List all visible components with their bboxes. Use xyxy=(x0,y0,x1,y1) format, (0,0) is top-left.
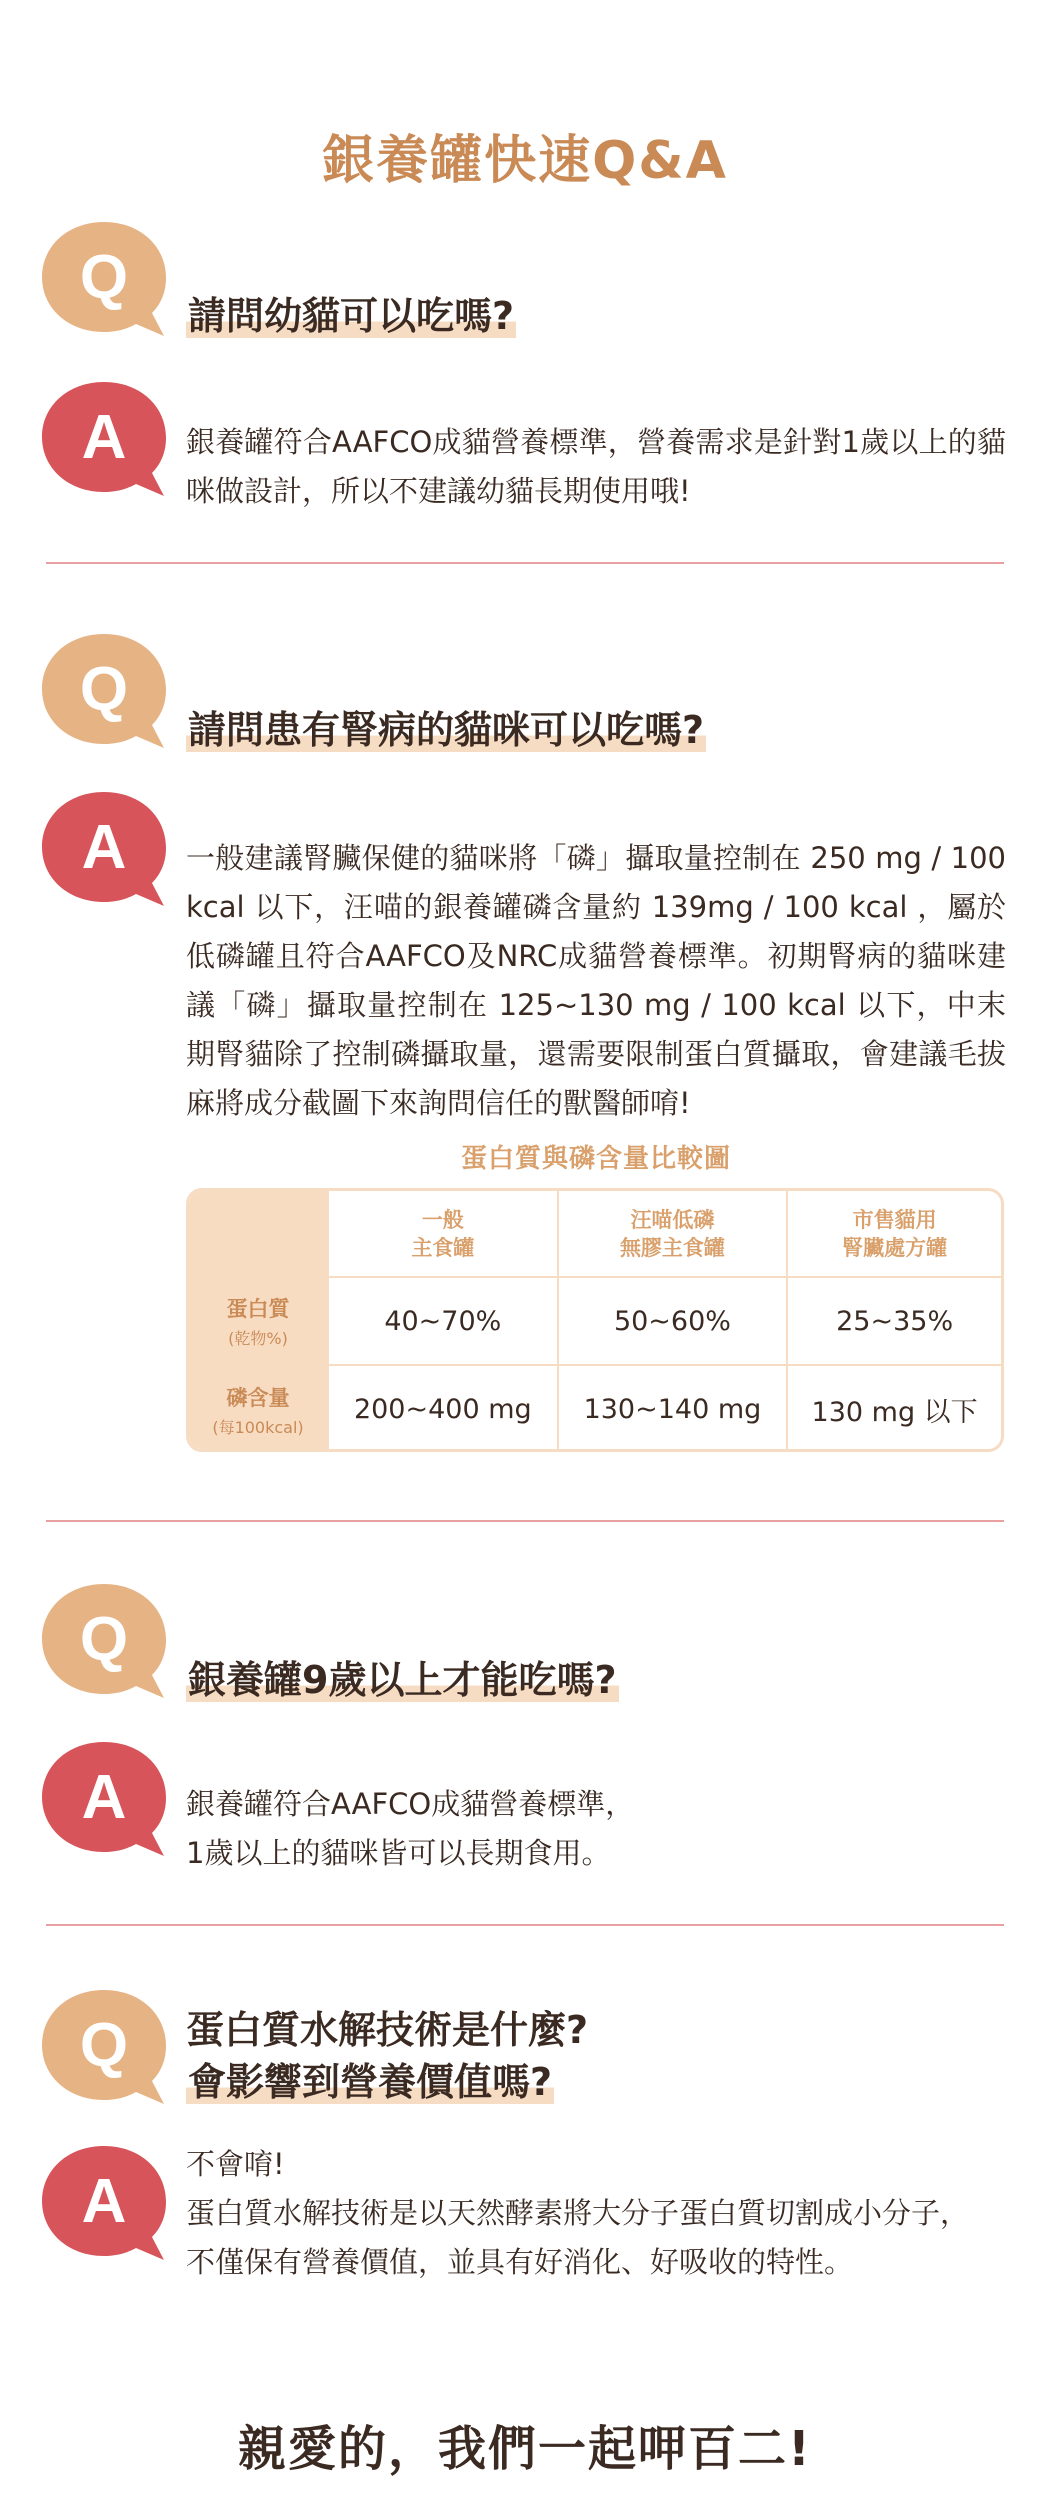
row-header: 蛋白質 (乾物%) xyxy=(189,1277,328,1365)
answer-4: 不會唷! 蛋白質水解技術是以天然酵素將大分子蛋白質切割成小分子， 不僅保有營養價值，並具有好消化、好吸收的特性。 xyxy=(186,2147,970,2279)
a-bubble-icon xyxy=(40,2144,170,2264)
question-3: 銀養罐9歲以上才能吃嗎? xyxy=(188,1658,617,1702)
svg-text:Q: Q xyxy=(79,1605,129,1674)
q-bubble-icon xyxy=(40,1582,170,1702)
svg-text:A: A xyxy=(81,1763,127,1832)
svg-text:A: A xyxy=(81,813,127,882)
answer-1: 銀養罐符合AAFCO成貓營養標準，營養需求是針對1歲以上的貓咪做設計，所以不建議幼貓長期使用哦! xyxy=(186,425,1006,508)
table-cell: 25~35% xyxy=(787,1277,1001,1365)
column-header: 市售貓用 腎臟處方罐 xyxy=(787,1191,1001,1277)
answer-3: 銀養罐符合AAFCO成貓營養標準， 1歲以上的貓咪皆可以長期食用。 xyxy=(186,1787,635,1870)
comparison-table xyxy=(186,1188,1004,1452)
q-bubble-icon xyxy=(40,1988,170,2108)
a-bubble-icon xyxy=(40,380,170,500)
table-cell: 200~400 mg xyxy=(328,1365,558,1452)
question-1: 請問幼貓可以吃嗎? xyxy=(188,294,515,338)
svg-text:Q: Q xyxy=(79,655,129,724)
table-cell: 130~140 mg xyxy=(558,1365,788,1452)
q-bubble-icon xyxy=(40,632,170,752)
table-cell: 40~70% xyxy=(328,1277,558,1365)
table-cell: 130 mg 以下 xyxy=(787,1365,1001,1452)
svg-text:A: A xyxy=(81,2167,127,2236)
answer-2: 一般建議腎臟保健的貓咪將「磷」攝取量控制在 250 mg / 100 kcal 以下，汪喵的銀養罐磷含量約 139mg / 100 kcal ，屬於低磷罐且符合AAFCO及NRC成貓營養標準。初期腎病的貓咪建議「磷」攝取量控制在 125~130 mg / 100 kcal 以下，中末期腎貓除了控制磷攝取量，還需要限制蛋白質攝取，會建議毛拔麻將成分截圖下來詢問信任的獸醫師唷! xyxy=(186,841,1006,1120)
question-2: 請問患有腎病的貓咪可以吃嗎? xyxy=(188,708,705,752)
a-bubble-icon xyxy=(40,1740,170,1860)
q-bubble-icon xyxy=(40,220,170,340)
closing-slogan: 親愛的，我們一起呷百二! xyxy=(238,2421,812,2477)
a-bubble-icon xyxy=(40,790,170,910)
divider xyxy=(46,1924,1004,1926)
table-cell: 50~60% xyxy=(558,1277,788,1365)
divider xyxy=(46,562,1004,564)
svg-text:Q: Q xyxy=(79,243,129,312)
table-title: 蛋白質與磷含量比較圖 xyxy=(460,1144,731,1174)
page-title: 銀養罐快速Q&A xyxy=(322,131,728,191)
svg-text:Q: Q xyxy=(79,2011,129,2080)
column-header: 汪喵低磷 無膠主食罐 xyxy=(558,1191,788,1277)
column-header: 一般 主食罐 xyxy=(328,1191,558,1277)
table-corner xyxy=(189,1191,328,1277)
svg-text:A: A xyxy=(81,403,127,472)
divider xyxy=(46,1520,1004,1522)
question-4: 蛋白質水解技術是什麼? 會影響到營養價值嗎? xyxy=(186,2008,589,2104)
row-header: 磷含量 (每100kcal) xyxy=(189,1365,328,1452)
